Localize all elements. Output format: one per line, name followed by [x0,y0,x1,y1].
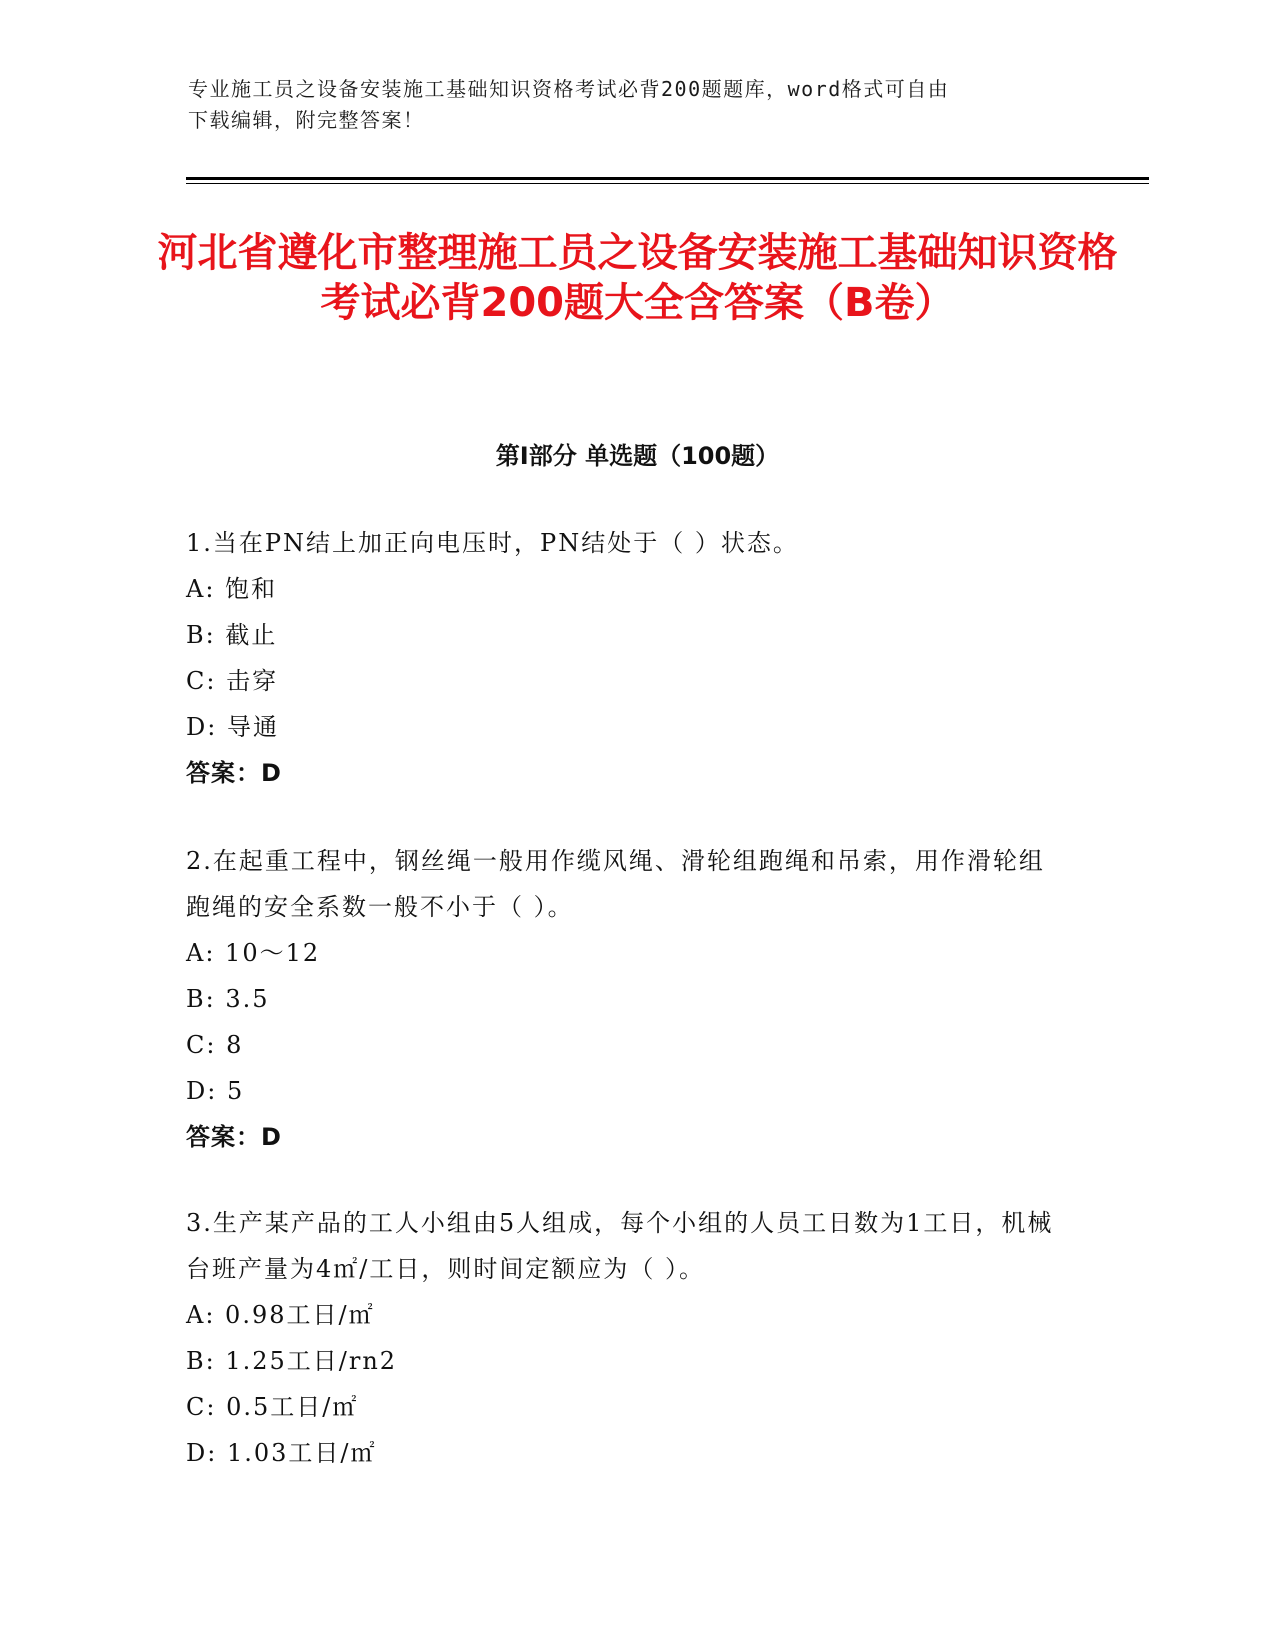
header-note [188,74,1088,136]
option-d: D: 5 [186,1077,245,1105]
option-a: A: 饱和 [186,575,278,603]
option-d: D: 导通 [186,713,279,741]
option-c: C: 8 [186,1031,244,1059]
question-3 [186,1200,1066,1476]
option-b: B: 1.25工日/rn2 [186,1347,398,1375]
option-d: D: 1.03工日/㎡ [186,1439,377,1467]
header-divider-thin [186,183,1149,184]
question-text: 2.在起重工程中，钢丝绳一般用作缆风绳、滑轮组跑绳和吊索，用作滑轮组跑绳的安全系数一般不小于（ ）。 [186,847,1045,921]
header-divider [186,177,1149,180]
header-note-line2: 下载编辑，附完整答案！ [188,108,425,132]
option-b: B: 截止 [186,621,278,649]
option-a: A: 10～12 [186,939,321,967]
question-2 [186,838,1066,1160]
question-text: 3.生产某产品的工人小组由5人组成，每个小组的人员工日数为1工日，机械台班产量为4㎡/工日，则时间定额应为（ ）。 [186,1209,1054,1283]
option-a: A: 0.98工日/㎡ [186,1301,375,1329]
option-c: C: 0.5工日/㎡ [186,1393,359,1421]
option-b: B: 3.5 [186,985,270,1013]
header-note-line1: 专业施工员之设备安装施工基础知识资格考试必背200题题库，word格式可自由 [188,77,950,101]
question-text: 1.当在PN结上加正向电压时，PN结处于（ ）状态。 [186,529,799,557]
answer: 答案：D [186,1123,282,1151]
question-1 [186,520,1066,796]
answer: 答案：D [186,759,282,787]
option-c: C: 击穿 [186,667,279,695]
document-title: 河北省遵化市整理施工员之设备安装施工基础知识资格考试必背200题大全含答案（B卷） [157,230,1118,326]
section-title: 第Ⅰ部分 单选题（100题） [495,442,780,470]
